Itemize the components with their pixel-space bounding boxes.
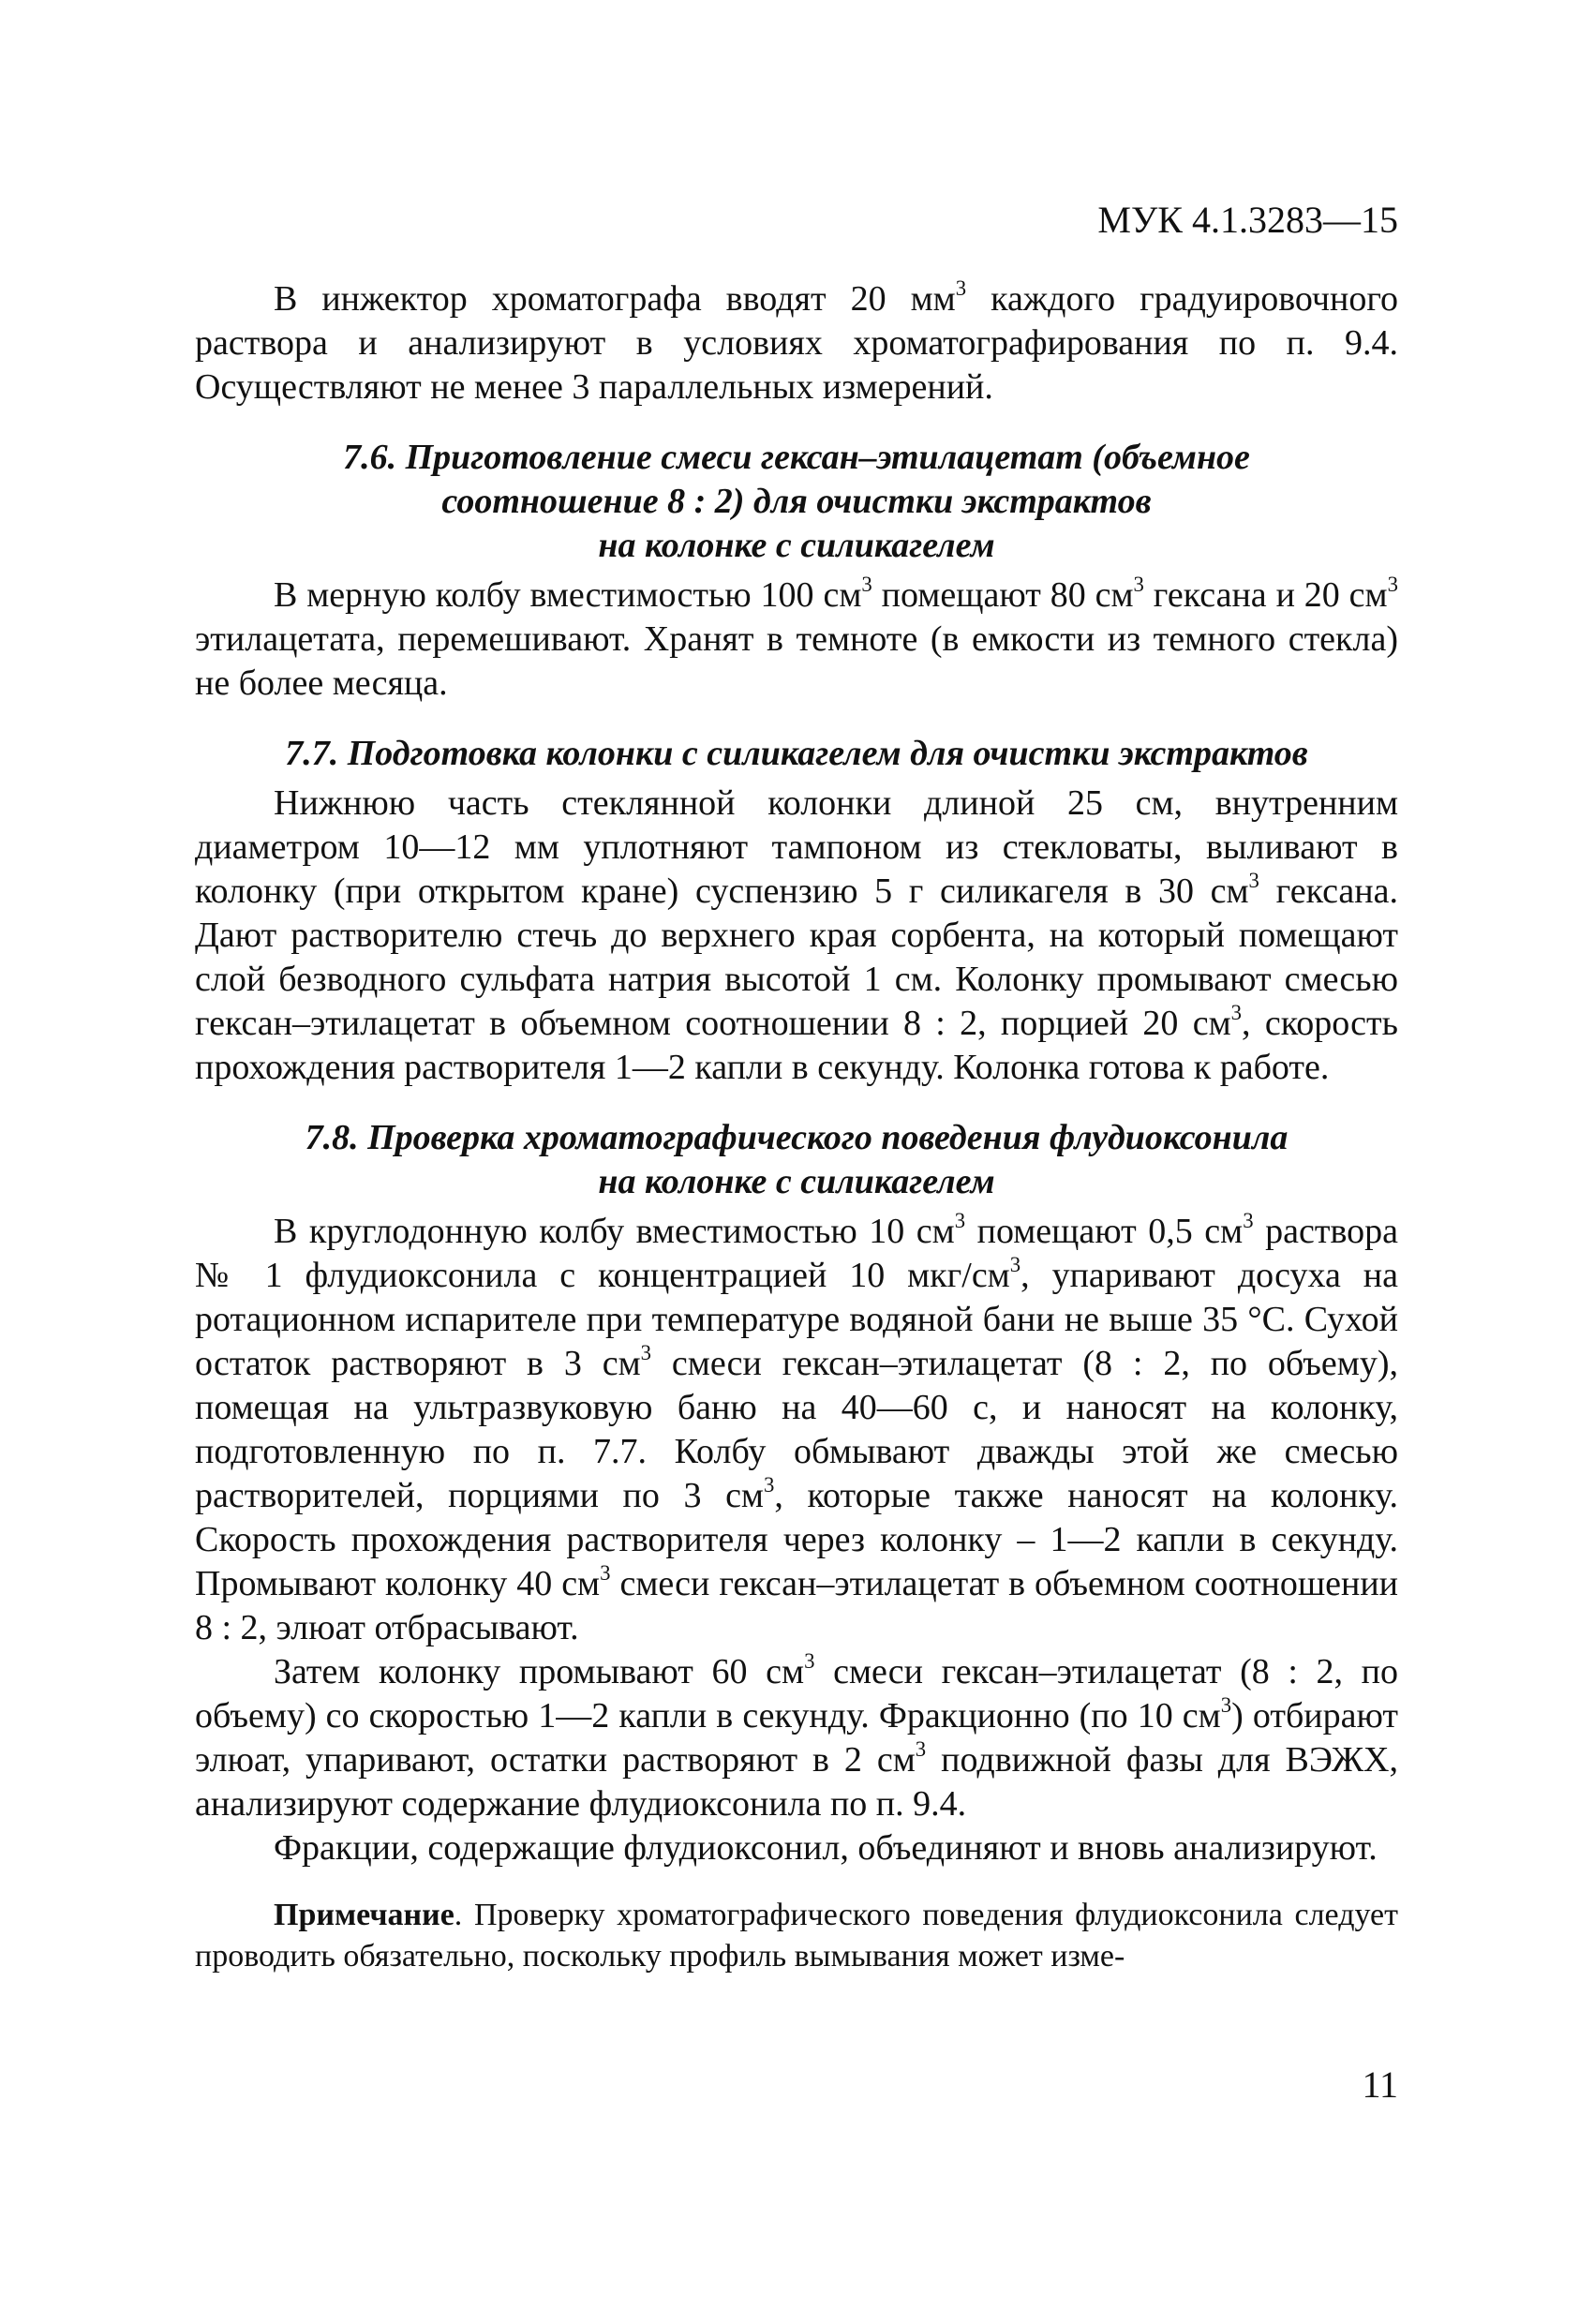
section-7-7-title: 7.7. Подготовка колонки с силикагелем для очистки экстрактов	[285, 734, 1308, 773]
document-code-header: МУК 4.1.3283—15	[1097, 199, 1398, 241]
section-7-8-title: 7.8. Проверка хроматографического поведения флудиоксонила на колонке с силикагелем	[305, 1118, 1289, 1201]
section-7-8-paragraph-3: Фракции, содержащие флудиоксонил, объединяют и вновь анализируют.	[274, 1828, 1378, 1868]
section-7-6-title: 7.6. Приготовление смеси гексан–этилацетат (объемное соотношение 8 : 2) для очистки экстрактов на колонке с силикагелем	[343, 438, 1250, 565]
section-7-8-paragraph-1: В круглодонную колбу вместимостью 10 $см^3$ помещают 0,5 $см^3$ раствора № 1 флудиоксонила с концентрацией 10 мкг/$см^3$, упаривают досуха на ротационном испарителе при температуре водяной бани не выше 35 °С. Сухой остаток растворяют в 3 $см^3$ смеси гексан–этилацетат (8 : 2, по объему), помещая на ультразвуковую баню на 40—60 с, и наносят на колонку, подготовленную по п. 7.7. Колбу обмывают дважды этой же смесью растворителей, порциями по 3 $см^3$, которые также наносят на колонку. Скорость прохождения растворителя через колонку – 1—2 капли в секунду. Промывают колонку 40 $см^3$ смеси гексан–этилацетат в объемном соотношении 8 : 2, элюат отбрасывают.	[195, 1209, 1399, 1647]
document-page	[195, 197, 1398, 1977]
intro-paragraph: В инжектор хроматографа вводят 20 $мм^3$ каждого градуировочного раствора и анализируют в условиях хроматографирования по п. 9.4. Осуществляют не менее 3 параллельных измерений.	[195, 276, 1399, 407]
section-7-6-paragraph: В мерную колбу вместимостью 100 $см^3$ помещают 80 $см^3$ гексана и 20 $см^3$ этилацетата, перемешивают. Хранят в темноте (в емкости из темного стекла) не более месяца.	[195, 573, 1398, 703]
note-label: Примечание	[274, 1898, 454, 1932]
section-7-8-paragraph-2: Затем колонку промывают 60 $см^3$ смеси гексан–этилацетат (8 : 2, по объему) со скоростью 1—2 капли в секунду. Фракционно (по 10 $см^3$) отбирают элюат, упаривают, остатки растворяют в 2 $см^3$ подвижной фазы для ВЭЖХ, анализируют содержание флудиоксонила по п. 9.4.	[195, 1649, 1399, 1824]
note-paragraph: Примечание. Проверку хроматографического поведения флудиоксонила следует проводить обязательно, поскольку профиль вымывания может изме-	[195, 1898, 1398, 1974]
page-number: 11	[1362, 2063, 1398, 2106]
section-7-7-paragraph: Нижнюю часть стеклянной колонки длиной 25 см, внутренним диаметром 10—12 мм уплотняют тампоном из стекловаты, выливают в колонку (при открытом кране) суспензию 5 г силикагеля в 30 $см^3$ гексана. Дают растворителю стечь до верхнего края сорбента, на который помещают слой безводного сульфата натрия высотой 1 см. Колонку промывают смесью гексан–этилацетат в объемном соотношении 8 : 2, порцией 20 $см^3$, скорость прохождения растворителя 1—2 капли в секунду. Колонка готова к работе.	[195, 783, 1398, 1087]
